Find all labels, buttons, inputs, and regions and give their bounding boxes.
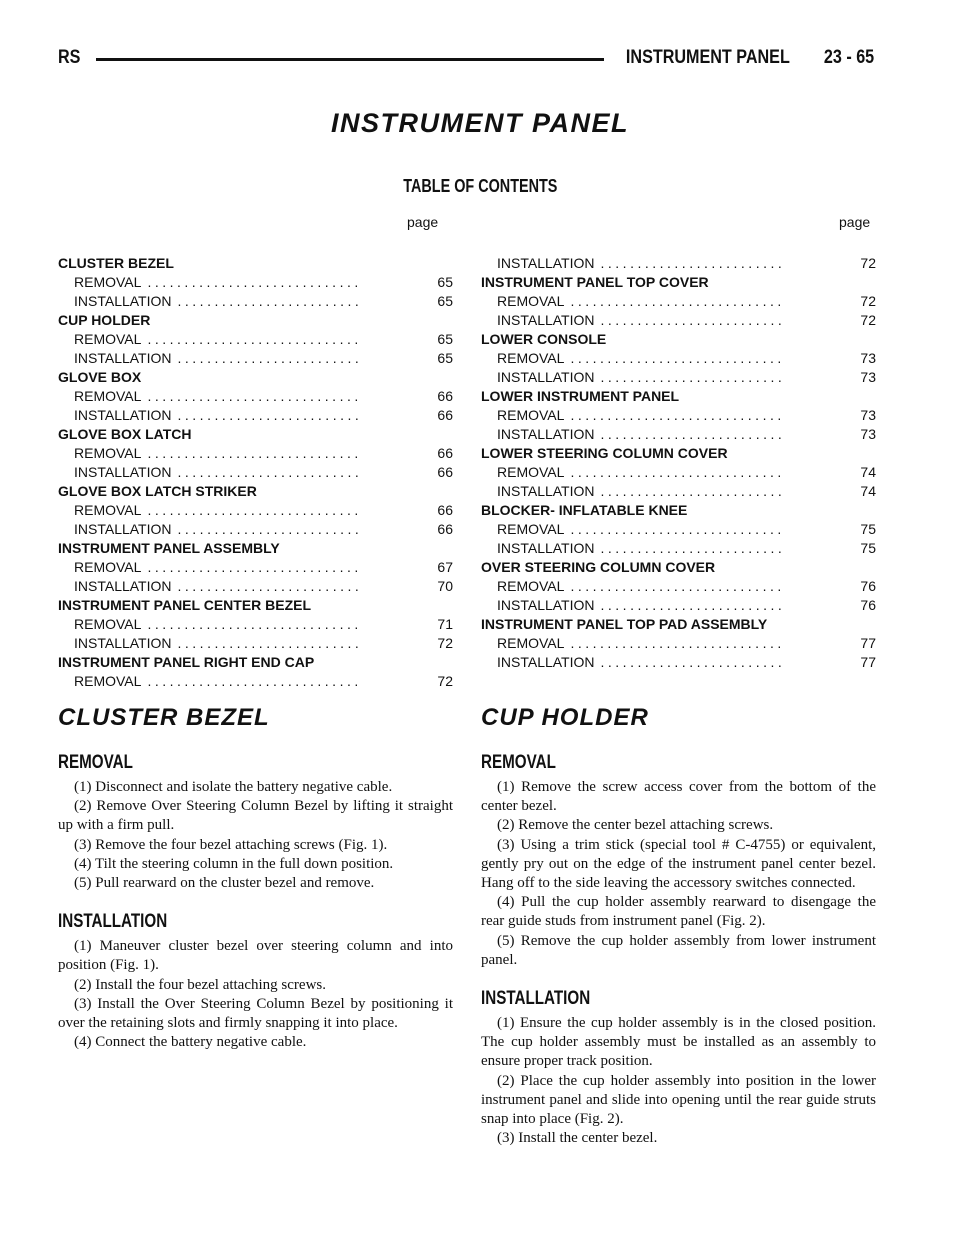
procedure-step: (3) Install the center bezel. <box>497 1130 658 1147</box>
toc-entry-label: REMOVAL <box>74 445 142 461</box>
toc-entry-row <box>481 425 876 444</box>
toc-leader-dots: ......................... <box>600 483 786 499</box>
toc-section-heading: INSTRUMENT PANEL TOP COVER <box>481 274 709 290</box>
toc-page-label-left: page <box>407 214 439 230</box>
toc-page-number: 74 <box>860 483 876 499</box>
toc-page-number: 72 <box>860 312 876 328</box>
toc-leader-dots: ......................... <box>600 654 786 670</box>
toc-section-heading: BLOCKER- INFLATABLE KNEE <box>481 502 688 518</box>
toc-page-number: 73 <box>860 369 876 385</box>
toc-leader-dots: ......................... <box>177 293 363 309</box>
toc-entry-label: INSTALLATION <box>74 293 172 309</box>
toc-entry-label: INSTALLATION <box>74 635 172 651</box>
toc-entry-row <box>58 273 453 292</box>
toc-entry-row <box>481 349 876 368</box>
toc-entry-row <box>481 482 876 501</box>
toc-heading <box>0 176 960 197</box>
toc-page-label-right: page <box>839 214 871 230</box>
toc-page-number: 75 <box>860 540 876 556</box>
toc-entry-label: INSTALLATION <box>74 521 172 537</box>
toc-entry-label: INSTALLATION <box>497 654 595 670</box>
toc-entry-label: INSTALLATION <box>74 464 172 480</box>
toc-section-heading: INSTRUMENT PANEL TOP PAD ASSEMBLY <box>481 616 768 632</box>
toc-page-number: 73 <box>860 350 876 366</box>
toc-page-number: 70 <box>437 578 453 594</box>
toc-entry-row <box>481 520 876 539</box>
toc-leader-dots: ......................... <box>177 407 363 423</box>
toc-entry-row <box>58 634 453 653</box>
toc-page-number: 73 <box>860 407 876 423</box>
toc-leader-dots: ............................. <box>147 331 362 347</box>
cup-holder-installation-steps <box>481 1014 876 1148</box>
header-rule <box>96 58 604 61</box>
toc-entry-label: INSTALLATION <box>74 407 172 423</box>
page-title: INSTRUMENT PANEL <box>331 108 629 138</box>
procedure-step: (3) Install the Over Steering Column Bezel by positioning it over the retaining slots and firmly snapping it into place. <box>58 995 453 1032</box>
toc-entry-label: REMOVAL <box>497 521 565 537</box>
toc-leader-dots: ......................... <box>600 597 786 613</box>
toc-entry-label: INSTALLATION <box>497 426 595 442</box>
toc-page-number: 72 <box>437 635 453 651</box>
toc-leader-dots: ............................. <box>147 274 362 290</box>
toc-page-number: 66 <box>437 464 453 480</box>
procedure-step: (5) Remove the cup holder assembly from lower instrument panel. <box>481 932 876 968</box>
toc-entry-label: REMOVAL <box>497 578 565 594</box>
toc-left-column <box>58 254 453 691</box>
toc-entry-row <box>481 311 876 330</box>
toc-entry-row <box>481 634 876 653</box>
toc-entry-row <box>58 577 453 596</box>
toc-page-number: 76 <box>860 578 876 594</box>
toc-entry-label: INSTALLATION <box>497 483 595 499</box>
toc-section-heading: CUP HOLDER <box>58 312 151 328</box>
cluster-bezel-installation-title <box>58 911 453 933</box>
toc-page-number: 65 <box>437 293 453 309</box>
toc-section-heading: INSTRUMENT PANEL ASSEMBLY <box>58 540 280 556</box>
cup-holder-removal-steps <box>481 778 876 970</box>
toc-leader-dots: ............................. <box>570 407 785 423</box>
toc-leader-dots: ............................. <box>147 445 362 461</box>
cup-holder-removal-title <box>481 752 876 774</box>
procedure-step: (5) Pull rearward on the cluster bezel and remove. <box>74 875 375 892</box>
cluster-bezel-removal-title <box>58 752 453 774</box>
toc-leader-dots: ......................... <box>600 255 786 271</box>
procedure-step: (2) Place the cup holder assembly into position in the lower instrument panel and slide into opening until the rear guide struts snap into place (Fig. 2). <box>481 1072 876 1128</box>
toc-leader-dots: ............................. <box>570 464 785 480</box>
toc-entry-label: REMOVAL <box>74 616 142 632</box>
procedure-step: (3) Using a trim stick (special tool # C-4755) or equivalent, gently pry out on the edge of the instrument panel center bezel. Hang off to the side leaving the accessory switches connected. <box>481 836 876 892</box>
toc-page-number: 76 <box>860 597 876 613</box>
cluster-bezel-installation-title-text: INSTALLATION <box>58 911 168 933</box>
toc-entry-label: REMOVAL <box>74 388 142 404</box>
toc-entry-row <box>58 520 453 539</box>
toc-entry-row <box>58 672 453 691</box>
toc-section-heading: GLOVE BOX <box>58 369 142 385</box>
toc-leader-dots: ............................. <box>570 578 785 594</box>
cup-holder-removal-title-text: REMOVAL <box>481 752 556 773</box>
toc-entry-row <box>481 653 876 672</box>
toc-entry-label: REMOVAL <box>497 464 565 480</box>
toc-leader-dots: ......................... <box>600 426 786 442</box>
toc-leader-dots: ......................... <box>600 369 786 385</box>
procedure-step: (2) Remove Over Steering Column Bezel by lifting it straight up with a firm pull. <box>58 798 453 834</box>
toc-entry-label: REMOVAL <box>74 673 142 689</box>
toc-page-number: 66 <box>437 502 453 518</box>
cup-holder-section <box>481 704 876 1148</box>
toc-leader-dots: ............................. <box>147 502 362 518</box>
toc-section-heading: OVER STEERING COLUMN COVER <box>481 559 716 575</box>
cluster-bezel-installation-steps <box>58 937 453 1052</box>
toc-leader-dots: ......................... <box>177 521 363 537</box>
procedure-step: (1) Ensure the cup holder assembly is in the closed position. The cup holder assembly must be installed as an assembly to ensure proper track position. <box>481 1015 876 1070</box>
toc-page-number: 71 <box>437 616 453 632</box>
section-code: RS <box>58 47 81 68</box>
toc-leader-dots: ............................. <box>570 293 785 309</box>
toc-entry-row <box>58 406 453 425</box>
toc-page-number: 65 <box>437 350 453 366</box>
procedure-step: (4) Tilt the steering column in the full down position. <box>74 855 394 872</box>
toc-entry-label: REMOVAL <box>74 502 142 518</box>
toc-leader-dots: ......................... <box>177 350 363 366</box>
toc-entry-row <box>58 387 453 406</box>
toc-entry-label: REMOVAL <box>497 350 565 366</box>
toc-entry-label: INSTALLATION <box>74 578 172 594</box>
page-header <box>58 42 874 72</box>
toc-leader-dots: ............................. <box>147 388 362 404</box>
toc-entry-label: REMOVAL <box>497 293 565 309</box>
toc-page-number: 77 <box>860 654 876 670</box>
toc-page-number: 72 <box>437 673 453 689</box>
toc-leader-dots: ............................. <box>570 350 785 366</box>
toc-page-number: 77 <box>860 635 876 651</box>
toc-entry-row <box>481 463 876 482</box>
toc-entry-row <box>481 292 876 311</box>
toc-leader-dots: ......................... <box>177 464 363 480</box>
procedure-step: (4) Pull the cup holder assembly rearward to disengage the rear guide studs from instrument panel (Fig. 2). <box>481 894 876 930</box>
toc-leader-dots: ......................... <box>600 540 786 556</box>
toc-page-number: 66 <box>437 445 453 461</box>
toc-entry-row <box>58 444 453 463</box>
toc-entry-label: REMOVAL <box>74 274 142 290</box>
procedure-step: (4) Connect the battery negative cable. <box>74 1034 307 1051</box>
toc-entry-row <box>481 596 876 615</box>
cup-holder-title: CUP HOLDER <box>481 704 649 731</box>
section-title: INSTRUMENT PANEL <box>626 47 790 68</box>
toc-section-heading: LOWER CONSOLE <box>481 331 607 347</box>
toc-right-column <box>481 254 876 672</box>
toc-entry-label: INSTALLATION <box>497 312 595 328</box>
toc-section-heading: LOWER STEERING COLUMN COVER <box>481 445 728 461</box>
toc-leader-dots: ............................. <box>147 616 362 632</box>
toc-leader-dots: ............................. <box>147 559 362 575</box>
toc-entry-row <box>58 615 453 634</box>
toc-entry-label: REMOVAL <box>74 559 142 575</box>
toc-page-number: 72 <box>860 255 876 271</box>
toc-page-number: 66 <box>437 407 453 423</box>
toc-entry-label: INSTALLATION <box>497 597 595 613</box>
toc-leader-dots: ............................. <box>147 673 362 689</box>
page-number: 23 - 65 <box>823 47 874 68</box>
toc-entry-row <box>58 330 453 349</box>
toc-entry-row <box>58 349 453 368</box>
procedure-step: (2) Install the four bezel attaching screws. <box>74 976 326 993</box>
procedure-step: (2) Remove the center bezel attaching screws. <box>497 817 774 834</box>
toc-section-heading: INSTRUMENT PANEL RIGHT END CAP <box>58 654 315 670</box>
cluster-bezel-section <box>58 704 453 1052</box>
toc-entry-row <box>481 577 876 596</box>
toc-entry-row <box>58 292 453 311</box>
toc-page-number: 67 <box>437 559 453 575</box>
toc-page-number: 74 <box>860 464 876 480</box>
toc-entry-row <box>481 368 876 387</box>
toc-entry-row <box>58 558 453 577</box>
toc-entry-label: INSTALLATION <box>74 350 172 366</box>
toc-entry-row <box>58 463 453 482</box>
toc-page-number: 65 <box>437 274 453 290</box>
toc-entry-row <box>481 406 876 425</box>
toc-section-heading: GLOVE BOX LATCH STRIKER <box>58 483 257 499</box>
toc-entry-row <box>58 501 453 520</box>
toc-leader-dots: ......................... <box>177 635 363 651</box>
procedure-step: (1) Disconnect and isolate the battery negative cable. <box>74 779 393 795</box>
cluster-bezel-removal-title-text: REMOVAL <box>58 752 133 773</box>
cluster-bezel-title: CLUSTER BEZEL <box>58 704 270 731</box>
toc-page-number: 66 <box>437 388 453 404</box>
toc-section-heading: GLOVE BOX LATCH <box>58 426 192 442</box>
toc-section-heading: LOWER INSTRUMENT PANEL <box>481 388 680 404</box>
toc-page-number: 66 <box>437 521 453 537</box>
toc-leader-dots: ......................... <box>600 312 786 328</box>
toc-entry-label: REMOVAL <box>497 407 565 423</box>
toc-section-heading: CLUSTER BEZEL <box>58 255 174 271</box>
toc-page-number: 75 <box>860 521 876 537</box>
cup-holder-installation-title-text: INSTALLATION <box>481 988 591 1010</box>
toc-leader-dots: ......................... <box>177 578 363 594</box>
toc-leader-dots: ............................. <box>570 635 785 651</box>
toc-entry-label: INSTALLATION <box>497 255 595 271</box>
toc-heading-text: TABLE OF CONTENTS <box>402 176 558 196</box>
procedure-step: (1) Maneuver cluster bezel over steering column and into position (Fig. 1). <box>58 938 453 974</box>
cluster-bezel-removal-steps <box>58 778 453 893</box>
toc-section-heading: INSTRUMENT PANEL CENTER BEZEL <box>58 597 312 613</box>
toc-entry-label: REMOVAL <box>74 331 142 347</box>
toc-entry-row <box>481 254 876 273</box>
toc-entry-label: INSTALLATION <box>497 369 595 385</box>
toc-page-number: 65 <box>437 331 453 347</box>
toc-page-number: 72 <box>860 293 876 309</box>
toc-page-number: 73 <box>860 426 876 442</box>
toc-entry-label: INSTALLATION <box>497 540 595 556</box>
procedure-step: (1) Remove the screw access cover from the bottom of the center bezel. <box>481 779 876 815</box>
toc-entry-label: REMOVAL <box>497 635 565 651</box>
procedure-step: (3) Remove the four bezel attaching screws (Fig. 1). <box>74 836 388 853</box>
toc-leader-dots: ............................. <box>570 521 785 537</box>
toc-entry-row <box>481 539 876 558</box>
cup-holder-installation-title <box>481 988 876 1010</box>
